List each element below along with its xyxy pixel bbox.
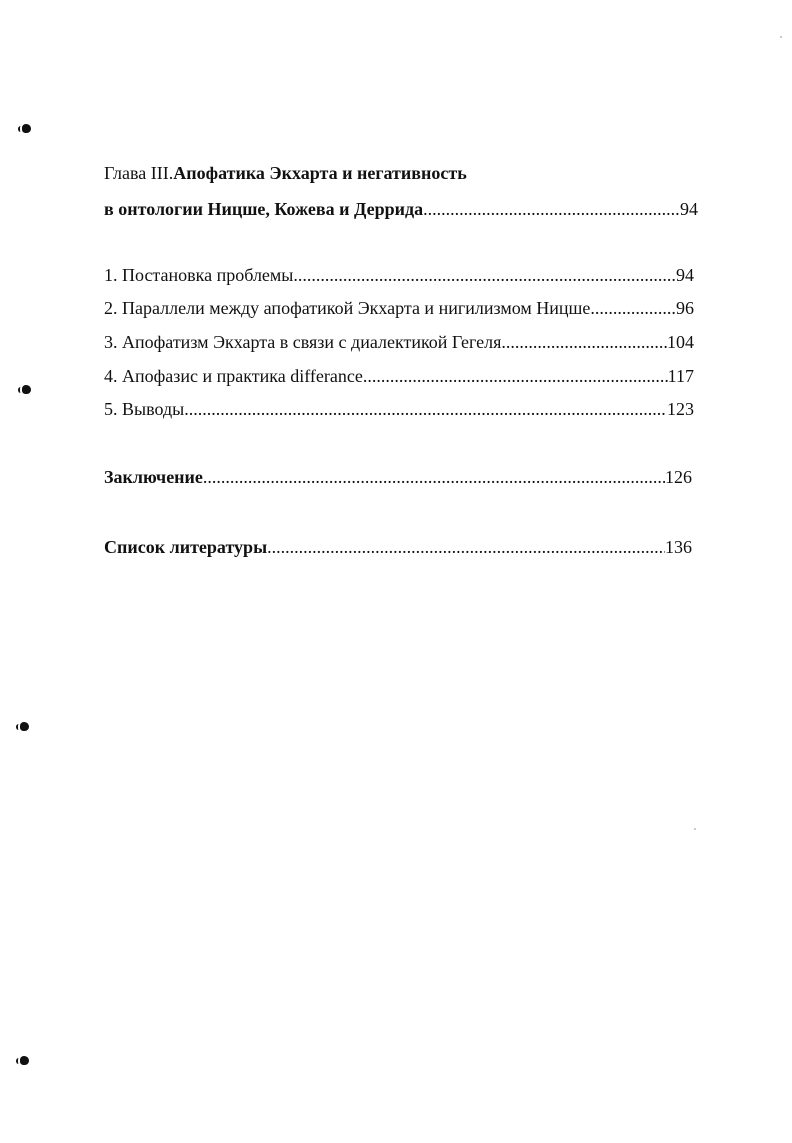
bibliography-page: 136 [665,537,692,557]
toc-entry [104,264,694,286]
dot-leader [423,198,680,220]
toc-entry [104,365,694,387]
dot-leader [267,536,665,558]
toc-entry-page: 117 [667,366,694,386]
binder-hole-mark [20,722,29,731]
toc-entry-page: 96 [676,298,694,318]
dot-leader [363,365,668,387]
chapter-title-line1 [104,162,467,184]
toc-entry-label: 5. Выводы [104,399,185,419]
toc-entry-page: 123 [667,399,694,419]
toc-entry-conclusion [104,466,692,488]
dot-leader [590,297,676,319]
toc-entry-label: 2. Параллели между апофатикой Экхарта и нигилизмом Ницше [104,298,591,318]
bibliography-label: Список литературы [104,537,268,557]
binder-hole-mark [22,385,31,394]
toc-entry-bibliography [104,536,692,558]
conclusion-label: Заключение [104,467,203,487]
toc-entry-label: 1. Постановка проблемы [104,265,294,285]
chapter-prefix: Глава III. [104,163,174,183]
toc-entry [104,297,694,319]
binder-hole-mark [20,1056,29,1065]
scan-speck [694,828,696,830]
chapter-title-cont: в онтологии Ницше, Кожева и Деррида [104,199,424,219]
toc-entry-label: 4. Апофазис и практика differance [104,366,363,386]
toc-entry-label: 3. Апофатизм Экхарта в связи с диалектикой Гегеля [104,332,502,352]
toc-entry [104,331,694,353]
scan-speck [780,36,782,38]
toc-entry-page: 94 [676,265,694,285]
conclusion-page: 126 [665,467,692,487]
toc-entry-page: 104 [667,332,694,352]
chapter-page-number: 94 [680,199,698,219]
chapter-title-line2 [104,198,698,220]
dot-leader [184,398,667,420]
dot-leader [203,466,665,488]
dot-leader [501,331,667,353]
chapter-title: Апофатика Экхарта и негативность [173,163,467,183]
dot-leader [293,264,676,286]
toc-entry [104,398,694,420]
binder-hole-mark [22,124,31,133]
